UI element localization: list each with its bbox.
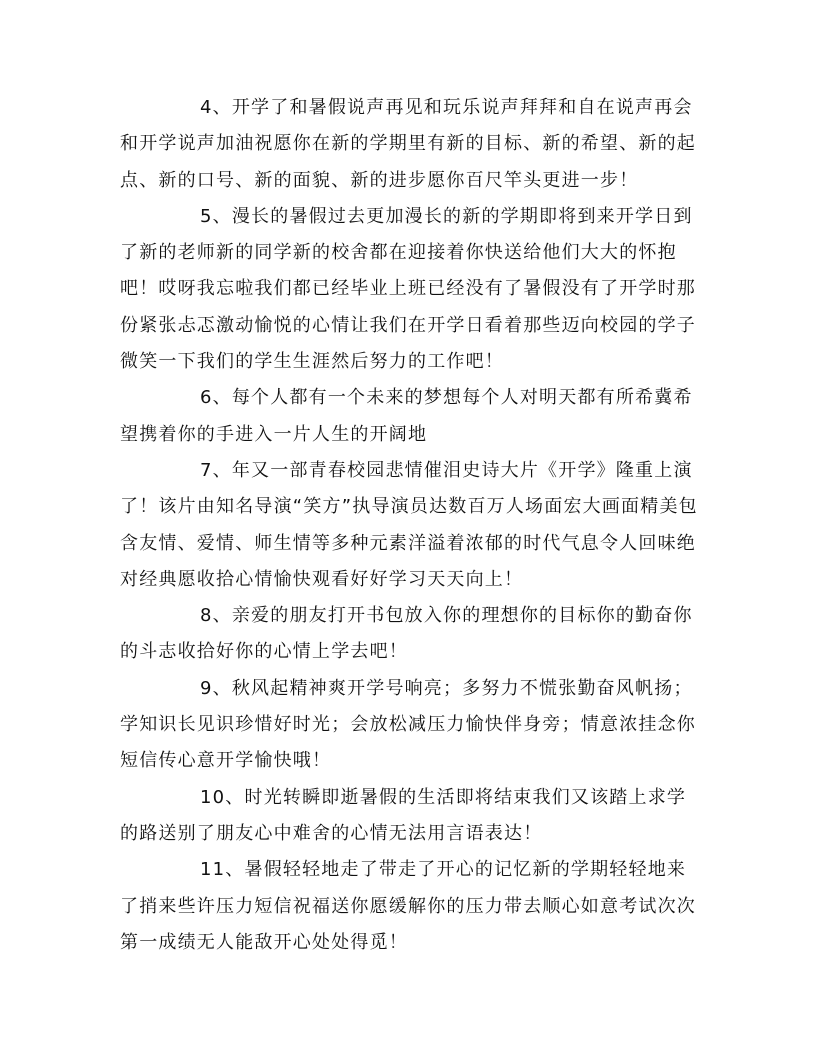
paragraph-6: 6、每个人都有一个未来的梦想每个人对明天都有所希冀希望携着你的手进入一片人生的开阔地	[120, 387, 693, 445]
paragraph-7: 7、年又一部青春校园悲情催泪史诗大片《开学》隆重上演了！该片由知名导演“笑方”执导演员达数百万人场面宏大画面精美包含友情、爱情、师生情等多种元素洋溢着浓郁的时代气息令人回味绝对经典愿收拾心情愉快观看好好学习天天向上！	[120, 459, 698, 590]
document-body	[120, 90, 700, 961]
paragraph-8: 8、亲爱的朋友打开书包放入你的理想你的目标你的勤奋你的斗志收拾好你的心情上学去吧！	[120, 605, 693, 663]
paragraph-11: 11、暑假轻轻地走了带走了开心的记忆新的学期轻轻地来了捎来些许压力短信祝福送你愿缓解你的压力带去顺心如意考试次次第一成绩无人能敌开心处处得觅！	[120, 859, 696, 953]
paragraph-4: 4、开学了和暑假说声再见和玩乐说声拜拜和自在说声再会和开学说声加油祝愿你在新的学期里有新的目标、新的希望、新的起点、新的口号、新的面貌、新的进步愿你百尺竿头更进一步！	[120, 97, 696, 191]
paragraph-10: 10、时光转瞬即逝暑假的生活即将结束我们又该踏上求学的路送别了朋友心中难舍的心情无法用言语表达！	[120, 786, 687, 844]
paragraph-9: 9、秋风起精神爽开学号响亮；多努力不慌张勤奋风帆扬；学知识长见识珍惜好时光；会放松减压力愉快伴身旁；情意浓挂念你短信传心意开学愉快哦！	[120, 677, 696, 772]
paragraph-5: 5、漫长的暑假过去更加漫长的新的学期即将到来开学日到了新的老师新的同学新的校舍都在迎接着你快送给他们大大的怀抱吧！哎呀我忘啦我们都已经毕业上班已经没有了暑假没有了开学时那份紧张忐忑激动愉悦的心情让我们在开学日看着那些迈向校园的学子微笑一下我们的学生生涯然后努力的工作吧！	[120, 205, 696, 373]
